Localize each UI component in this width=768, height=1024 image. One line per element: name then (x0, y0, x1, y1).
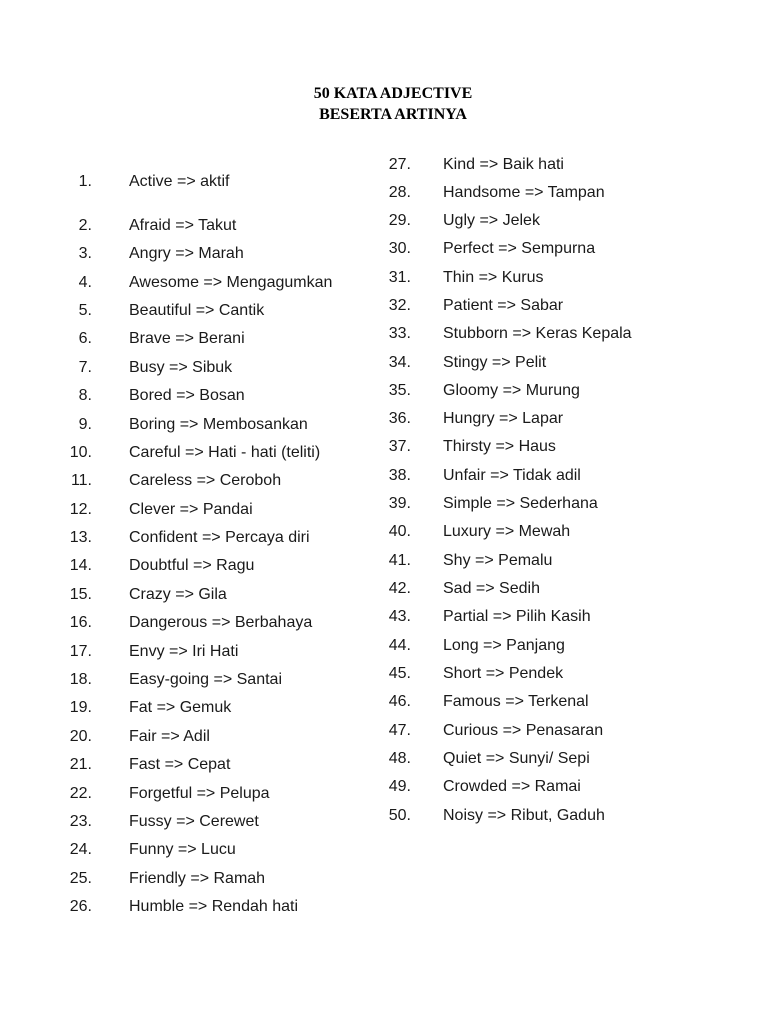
item-text: Quiet => Sunyi/ Sepi (443, 750, 590, 767)
item-number: 47. (388, 722, 411, 739)
item-text: Fussy => Cerewet (129, 813, 259, 830)
item-text: Luxury => Mewah (443, 523, 571, 540)
item-number: 1. (78, 173, 92, 190)
item-text: Careless => Ceroboh (129, 472, 282, 489)
item-number: 34. (388, 354, 411, 371)
item-number: 29. (388, 212, 411, 229)
item-text: Stingy => Pelit (443, 354, 547, 371)
item-number: 50. (388, 807, 411, 824)
item-number: 25. (69, 870, 92, 887)
item-text: Angry => Marah (129, 245, 244, 262)
item-number: 43. (388, 608, 411, 625)
item-number: 4. (78, 274, 92, 291)
item-text: Envy => Iri Hati (129, 643, 239, 660)
document-title: 50 KATA ADJECTIVE (313, 85, 473, 102)
item-text: Active => aktif (129, 173, 230, 190)
item-text: Handsome => Tampan (443, 184, 605, 201)
item-number: 49. (388, 778, 411, 795)
item-number: 7. (78, 359, 92, 376)
item-text: Brave => Berani (129, 330, 245, 347)
item-text: Patient => Sabar (443, 297, 564, 314)
item-text: Friendly => Ramah (129, 870, 266, 887)
item-text: Hungry => Lapar (443, 410, 564, 427)
item-number: 39. (388, 495, 411, 512)
item-number: 9. (78, 416, 92, 433)
item-text: Forgetful => Pelupa (129, 785, 270, 802)
item-number: 44. (388, 637, 411, 654)
item-text: Ugly => Jelek (443, 212, 540, 229)
item-text: Fast => Cepat (129, 756, 231, 773)
item-number: 45. (388, 665, 411, 682)
item-number: 35. (388, 382, 411, 399)
item-number: 46. (388, 693, 411, 710)
item-number: 40. (388, 523, 411, 540)
item-number: 12. (69, 501, 92, 518)
item-text: Doubtful => Ragu (129, 557, 255, 574)
item-number: 16. (69, 614, 92, 631)
item-number: 24. (69, 841, 92, 858)
document-subtitle: BESERTA ARTINYA (319, 106, 467, 123)
item-number: 11. (70, 472, 92, 489)
item-text: Unfair => Tidak adil (443, 467, 581, 484)
item-text: Kind => Baik hati (443, 156, 564, 173)
item-number: 31. (388, 269, 411, 286)
item-text: Thirsty => Haus (443, 438, 556, 455)
item-text: Perfect => Sempurna (443, 240, 596, 257)
item-number: 30. (388, 240, 411, 257)
item-number: 8. (78, 387, 92, 404)
item-text: Curious => Penasaran (443, 722, 604, 739)
item-number: 2. (78, 217, 92, 234)
item-number: 27. (388, 156, 411, 173)
item-text: Afraid => Takut (129, 217, 237, 234)
item-number: 15. (69, 586, 92, 603)
item-number: 13. (69, 529, 92, 546)
item-text: Funny => Lucu (129, 841, 236, 858)
item-number: 3. (78, 245, 92, 262)
item-number: 18. (69, 671, 92, 688)
item-text: Fat => Gemuk (129, 699, 232, 716)
item-number: 5. (78, 302, 92, 319)
item-number: 36. (388, 410, 411, 427)
item-text: Beautiful => Cantik (129, 302, 265, 319)
item-number: 41. (388, 552, 411, 569)
item-number: 37. (388, 438, 411, 455)
item-text: Sad => Sedih (443, 580, 540, 597)
item-text: Boring => Membosankan (129, 416, 308, 433)
item-text: Simple => Sederhana (443, 495, 598, 512)
item-text: Awesome => Mengagumkan (129, 274, 333, 291)
item-text: Crowded => Ramai (443, 778, 581, 795)
item-text: Famous => Terkenal (443, 693, 589, 710)
item-number: 14. (69, 557, 92, 574)
item-text: Stubborn => Keras Kepala (443, 325, 632, 342)
item-text: Fair => Adil (129, 728, 210, 745)
item-text: Confident => Percaya diri (129, 529, 310, 546)
item-text: Dangerous => Berbahaya (129, 614, 313, 631)
item-number: 28. (388, 184, 411, 201)
item-number: 33. (388, 325, 411, 342)
item-text: Easy-going => Santai (129, 671, 282, 688)
item-number: 38. (388, 467, 411, 484)
item-text: Careful => Hati - hati (teliti) (129, 444, 321, 461)
item-text: Busy => Sibuk (129, 359, 233, 376)
item-number: 21. (69, 756, 92, 773)
item-number: 23. (69, 813, 92, 830)
item-number: 26. (69, 898, 92, 915)
item-number: 19. (69, 699, 92, 716)
item-number: 32. (388, 297, 411, 314)
item-number: 17. (69, 643, 92, 660)
item-text: Crazy => Gila (129, 586, 227, 603)
item-text: Short => Pendek (443, 665, 564, 682)
item-text: Long => Panjang (443, 637, 565, 654)
item-text: Thin => Kurus (443, 269, 544, 286)
item-text: Partial => Pilih Kasih (443, 608, 591, 625)
item-number: 48. (388, 750, 411, 767)
item-text: Humble => Rendah hati (129, 898, 298, 915)
item-number: 42. (388, 580, 411, 597)
item-number: 22. (69, 785, 92, 802)
item-number: 20. (69, 728, 92, 745)
item-text: Bored => Bosan (129, 387, 245, 404)
item-text: Gloomy => Murung (443, 382, 580, 399)
item-text: Shy => Pemalu (443, 552, 553, 569)
item-text: Clever => Pandai (129, 501, 253, 518)
item-text: Noisy => Ribut, Gaduh (443, 807, 605, 824)
item-number: 10. (69, 444, 92, 461)
item-number: 6. (78, 330, 92, 347)
